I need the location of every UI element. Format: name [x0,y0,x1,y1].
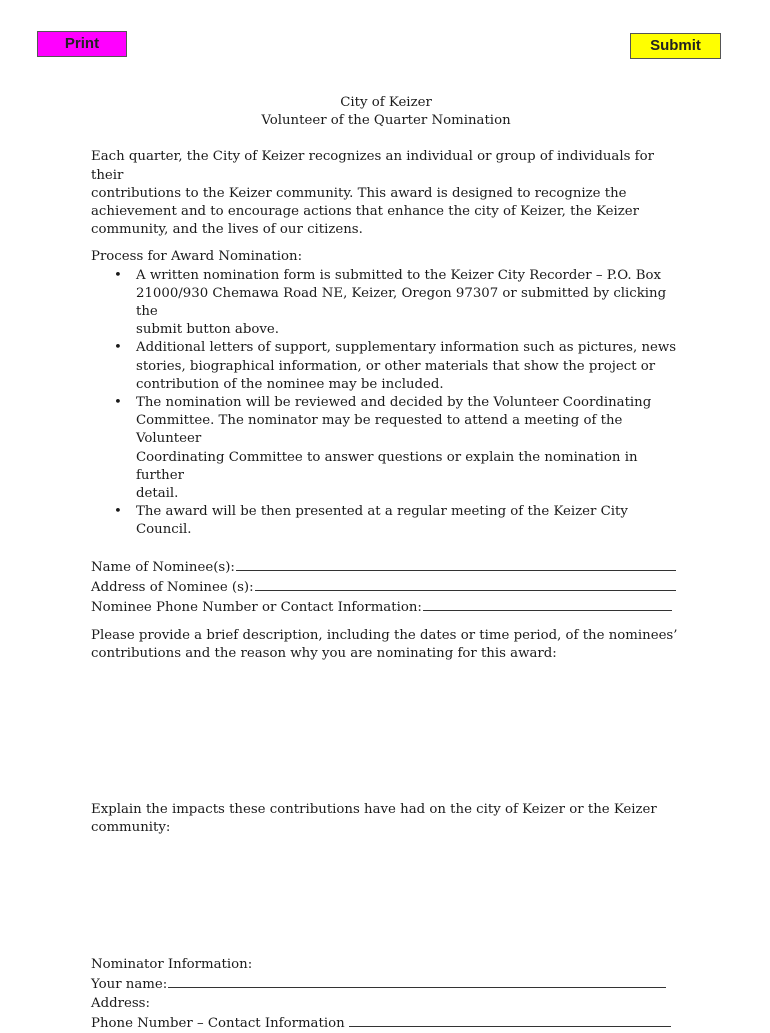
nominator-phone-line[interactable] [349,1013,671,1027]
intro-line: contributions to the Keizer community. This award is designed to recognize the [91,185,627,201]
process-item-line: contribution of the nominee may be included. [136,376,444,392]
intro-line: Each quarter, the City of Keizer recognizes an individual or group of individuals for their [91,149,654,183]
process-item-line: • The nomination will be reviewed and decided by the Volunteer Coordinating [136,395,652,411]
process-item [136,339,681,394]
intro-line: achievement and to encourage actions that enhance the city of Keizer, the Keizer [91,204,640,220]
submit-button[interactable]: Submit [630,33,721,59]
document-header [91,94,681,130]
nominator-name-line[interactable] [168,974,666,988]
nominee-address-line[interactable] [255,577,676,591]
process-item-line: • A written nomination form is submitted to the Keizer City Recorder – P.O. Box [136,267,662,283]
nominator-heading: Nominator Information: [91,957,253,973]
nominee-phone-field[interactable] [91,597,672,617]
nominator-phone-field[interactable] [91,1013,671,1033]
nominator-name-label: Your name: [91,977,168,993]
nominee-fields [91,557,681,618]
process-item-line: Coordinating Committee to answer questions or explain the nomination in further [136,449,638,483]
form-document [91,94,681,1033]
nominee-phone-label: Nominee Phone Number or Contact Information: [91,600,422,616]
nominee-phone-line[interactable] [423,597,672,611]
nominee-name-line[interactable] [236,557,676,571]
nominator-name-field[interactable] [91,974,666,994]
process-item [136,267,681,340]
nominator-section [91,956,681,1033]
impacts-line: community: [91,819,171,835]
description-line: Please provide a brief description, including the dates or time period, of the nominees’ [91,628,678,644]
impacts-line: Explain the impacts these contributions have had on the city of Keizer or the Keizer [91,801,657,817]
city-name: City of Keizer [340,95,432,110]
nominator-phone-label: Phone Number – Contact Information [91,1015,345,1031]
description-line: contributions and the reason why you are nominating for this award: [91,646,557,662]
process-item-line: stories, biographical information, or other materials that show the project or [136,358,656,374]
process-item-line: • Additional letters of support, supplementary information such as pictures, news [136,340,677,356]
process-label: Process for Award Nomination: [91,249,303,265]
intro-paragraph [91,148,681,239]
intro-line: community, and the lives of our citizens. [91,222,363,238]
process-item-line: detail. [136,486,179,502]
process-item-line: submit button above. [136,322,279,338]
nominee-name-field[interactable] [91,557,676,577]
nominee-address-field[interactable] [91,577,676,597]
process-item [136,503,681,539]
nominee-address-label: Address of Nominee (s): [91,579,254,595]
process-item-line: Committee. The nominator may be requested to attend a meeting of the Volunteer [136,413,623,447]
nominator-address-label: Address: [91,995,150,1011]
nominee-name-label: Name of Nominee(s): [91,559,235,575]
process-item-line: • The award will be then presented at a regular meeting of the Keizer City Council. [136,504,628,538]
description-prompt [91,627,681,663]
process-item-line: 21000/930 Chemawa Road NE, Keizer, Oregon 97307 or submitted by clicking the [136,285,667,320]
form-title: Volunteer of the Quarter Nomination [261,113,511,129]
process-item [136,394,681,503]
print-button[interactable]: Print [37,31,127,57]
impacts-prompt [91,801,681,837]
process-list [91,267,681,540]
